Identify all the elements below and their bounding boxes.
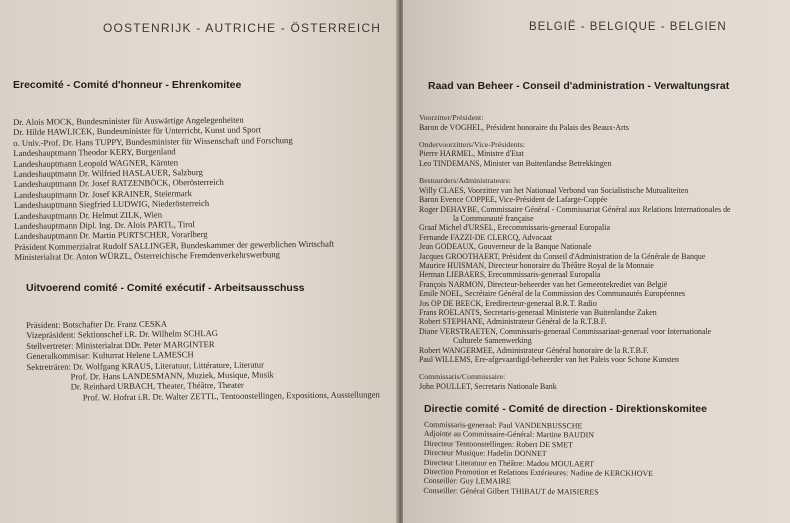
list-item: Emile NOEL, Secrétaire Général de la Commission des Communautés Européennes bbox=[419, 289, 686, 299]
list-item: Landeshauptmann Dipl. Ing. Dr. Alois PARTL, Tirol bbox=[14, 219, 195, 232]
executive-committee-title: Uitvoerend comité - Comité exécutif - Arbeitsausschuss bbox=[26, 282, 305, 294]
list-item: Baron de VOGHEL, Président honoraire du Palais des Beaux-Arts bbox=[419, 122, 630, 132]
vice-label: Ondervoorzitters/Vice-Présidents: bbox=[419, 139, 526, 149]
direction-title: Directie comité - Comité de direction - Direktionskomitee bbox=[424, 403, 707, 415]
list-item: Adjointe au Commissaire-Général: Martine BAUDIN bbox=[423, 429, 594, 440]
chair-label: Voorzitter/Président: bbox=[419, 113, 484, 122]
list-item: Baron Evence COPPEE, Vice-Président de Lafarge-Coppée bbox=[419, 195, 608, 205]
list-item: Direction Promotion et Relations Extérieures: Nadine de KERCKHOVE bbox=[423, 467, 654, 479]
list-item: Jacques GROOTHAERT, Président du Conseil d'Administration de la Générale de Banque bbox=[419, 251, 706, 261]
list-item: Diane VERSTRAETEN, Commissaris-generaal Commissariaat-generaal voor Internationale bbox=[419, 326, 712, 336]
list-item: Landeshauptmann Leopold WAGNER, Kärnten bbox=[13, 156, 179, 169]
list-item: Prof. W. Hofrat i.R. Dr. Walter ZETTL, Tentoonstellingen, Expositions, Ausstellungen bbox=[82, 389, 380, 403]
list-item: Landeshauptmann Dr. Josef KRAINER, Steiermark bbox=[13, 187, 192, 200]
list-item: Herman LIEBAERS, Erecommissaris-generaal Europalia bbox=[419, 270, 601, 280]
board-section bbox=[428, 80, 729, 92]
list-item: Graaf Michel d'URSEL, Erecommissaris-generaal Europalia bbox=[419, 223, 610, 233]
list-item: Sektreträren: Dr. Wolfgang KRAUS, Literatuur, Littérature, Literatur bbox=[26, 359, 264, 372]
list-item: Landeshauptmann Dr. Martin PURTSCHER, Vorarlberg bbox=[14, 229, 208, 242]
list-item: Leo TINDEMANS, Minister van Buitenlandse Betrekkingen bbox=[419, 158, 612, 168]
list-item: Landeshauptmann Dr. Wilfried HASLAUER, Salzburg bbox=[13, 167, 203, 180]
direction-section bbox=[424, 403, 707, 415]
honor-committee-list bbox=[13, 114, 334, 263]
list-item: Directeur Musique: Hadelin DONNET bbox=[423, 448, 547, 459]
list-item: John POULLET, Secretaris Nationale Bank bbox=[419, 381, 557, 391]
list-item: la Communauté française bbox=[453, 213, 534, 223]
list-item: Maurice HUISMAN, Directeur honoraire du Théâtre Royal de la Monnaie bbox=[419, 260, 654, 270]
country-heading-belgium: BELGIË - BELGIQUE - BELGIEN bbox=[529, 21, 727, 33]
list-item: Culturele Samenwerking bbox=[453, 336, 532, 346]
admin-label: Bestuurders/Administrateurs: bbox=[419, 176, 511, 186]
list-item: Jean GODEAUX, Gouverneur de la Banque Nationale bbox=[419, 242, 592, 252]
list-item: Paul WILLEMS, Ere-afgevaardigd-beheerder van het Paleis voor Schone Kunsten bbox=[419, 355, 679, 365]
list-item: Robert STEPHANE, Administrateur Général de la R.T.B.F. bbox=[419, 317, 607, 327]
list-item: Ministerialrat Dr. Anton WÜRZL, Österreichische Fremdenverkehrswerbung bbox=[14, 249, 280, 263]
list-item: Landeshauptmann Dr. Helmut ZILK, Wien bbox=[13, 209, 163, 221]
list-item: Dr. Alois MOCK, Bundesminister für Auswärtige Angelegenheiten bbox=[13, 114, 244, 127]
list-item: Dr. Hilde HAWLICEK, Bundesminister für Unterricht, Kunst und Sport bbox=[13, 124, 261, 138]
honor-committee-section bbox=[13, 79, 241, 91]
list-item: Präsident: Botschafter Dr. Franz CESKA bbox=[26, 318, 168, 330]
list-item: Jos OP DE BEECK, Eredirecteur-generaal B.R.T. Radio bbox=[419, 298, 597, 308]
list-item: Präsident Kommerzialrat Rudolf SALLINGER, Bundeskammer der gewerblichen Wirtschaft bbox=[14, 238, 335, 252]
executive-committee-list bbox=[26, 316, 380, 403]
list-item: Conseiller: Général Gilbert THIBAUT de MAISIERES bbox=[423, 485, 599, 497]
list-item: Fernande FAZZI-DE CLERCQ, Advocaat bbox=[419, 232, 553, 242]
list-item: François NARMON, Directeur-beheerder van het Gemeentekrediet van België bbox=[419, 279, 668, 289]
list-item: Landeshauptmann Siegfried LUDWIG, Niederösterreich bbox=[13, 198, 210, 211]
honor-committee-title: Erecomité - Comité d'honneur - Ehrenkomitee bbox=[13, 79, 242, 91]
list-item: o. Univ.-Prof. Dr. Hans TUPPY, Bundesminister für Wissenschaft und Forschung bbox=[13, 134, 293, 148]
board-title: Raad van Beheer - Conseil d'administration - Verwaltungsrat bbox=[428, 80, 730, 92]
list-item: Stellvertreter: Ministerialrat DDr. Peter MARGINTER bbox=[26, 338, 215, 351]
direction-list bbox=[423, 420, 653, 497]
list-item: Willy CLAES, Voorzitter van het Nationaal Verbond van Socialistische Mutualiteiten bbox=[419, 185, 689, 195]
board-list bbox=[419, 113, 731, 391]
list-item: Landeshauptmann Theodor KERY, Burgenland bbox=[13, 146, 176, 159]
list-item: Pierre HARMEL, Ministre d'Etat bbox=[419, 149, 524, 159]
list-item: Vizepräsident: Sektionschef i.R. Dr. Wilhelm SCHLAG bbox=[26, 328, 219, 341]
list-item: Conseiller: Guy LEMAIRE bbox=[423, 476, 511, 487]
list-item: Prof. Dr. Hans LANDESMANN, Muziek, Musique, Musik bbox=[70, 369, 274, 382]
list-item: Frans ROELANTS, Secretaris-generaal Ministerie van Buitenlandse Zaken bbox=[419, 308, 657, 317]
list-item: Roger DEHAYBE, Commissaire Général - Commissariat Général aux Relations Internationales de bbox=[419, 204, 731, 214]
executive-committee-section bbox=[26, 282, 305, 294]
country-heading-austria: OOSTENRIJK - AUTRICHE - ÖSTERREICH bbox=[103, 21, 382, 35]
list-item: Dr. Reinhard URBACH, Theater, Théâtre, Theater bbox=[70, 380, 244, 392]
commissioner-label: Commissaris/Commissaire: bbox=[419, 372, 506, 382]
list-item: Directeur Literatuur en Théâtre: Madou MOULAERT bbox=[423, 457, 595, 469]
list-item: Directeur Tentoonstellingen: Robert DE SMET bbox=[423, 438, 574, 450]
right-page bbox=[403, 0, 790, 523]
list-item: Landeshauptmann Dr. Josef RATZENBÖCK, Oberösterreich bbox=[13, 177, 224, 190]
list-item: Generalkommisar: Kulturrat Helene LAMESCH bbox=[26, 349, 194, 362]
list-item: Robert WANGERMEE, Administrateur Général honoraire de la R.T.B.F. bbox=[419, 345, 649, 355]
list-item: Commissaris-generaal: Paul VANDENBUSSCHE bbox=[423, 420, 583, 431]
